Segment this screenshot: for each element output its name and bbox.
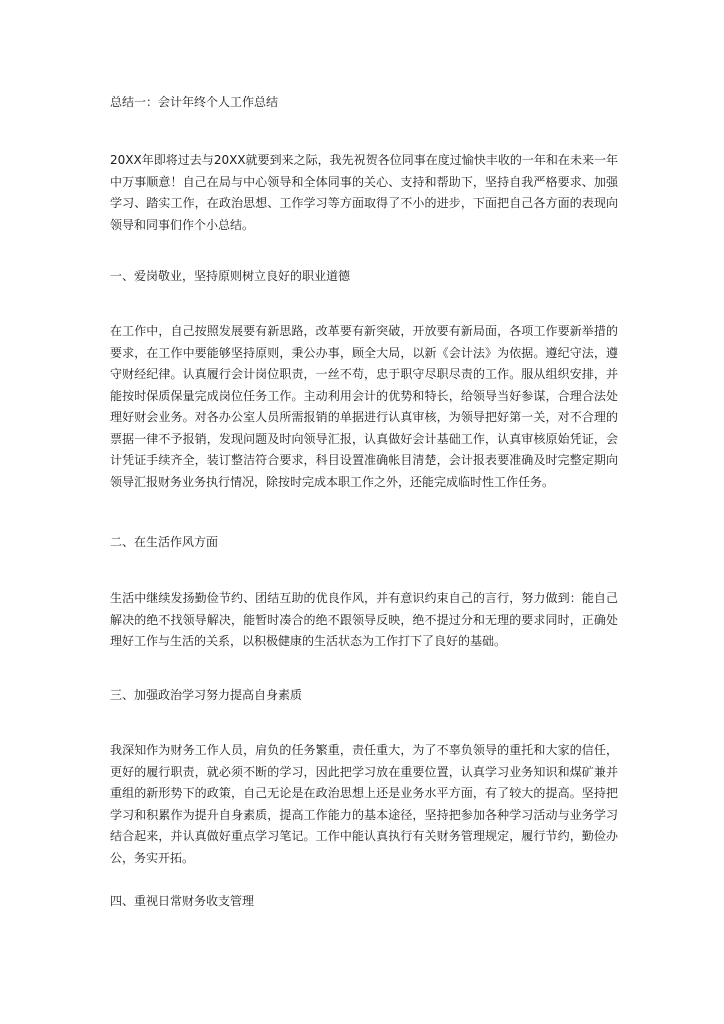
section-body-1: 在工作中，自己按照发展要有新思路，改革要有新突破，开放要有新局面，各项工作要新举措的要求，在工作中要能够坚持原则，秉公办事，顾全大局，以新《会计法》为依据。遵纪守法，遵守财经纪律。认真履行会计岗位职责，一丝不苟，忠于职守尽职尽责的工作。服从组织安排，并能按时保质保量完成岗位任务工作。主动利用会计的优势和特长，给领导当好参谋，合理合法处理好财会业务。对各办公室人员所需报销的单据进行认真审核，为领导把好第一关，对不合理的票据一律不予报销，发现问题及时向领导汇报，认真做好会计基础工作，认真审核原始凭证，会计凭证手续齐全，装订整洁符合要求，科目设置准确帐目清楚，会计报表要准确及时完整定期向领导汇报财务业务执行情况，除按时完成本职工作之外，还能完成临时性工作任务。 [110,324,618,489]
section-heading-1: 一、爱岗敬业，坚持原则树立良好的职业道德 [110,269,351,283]
intro-paragraph: 20XX年即将过去与20XX就要到来之际，我先祝贺各位同事在度过愉快丰收的一年和在未来一年中万事顺意！自己在局与中心领导和全体同事的关心、支持和帮助下，坚持自我严格要求、加强学习、踏实工作，在政治思想、工作学习等方面取得了不小的进步，下面把自己各方面的表现向领导和同事们作个小总结。 [110,153,618,232]
section-body-2: 生活中继续发扬勤俭节约、团结互助的优良作风，并有意识约束自己的言行，努力做到：能自己解决的绝不找领导解决，能暂时凑合的绝不跟领导反映，绝不提过分和无理的要求同时，正确处理好工作与生活的关系，以积极健康的生活状态为工作打下了良好的基础。 [110,591,618,648]
section-body-3: 我深知作为财务工作人员，肩负的任务繁重，责任重大，为了不辜负领导的重托和大家的信任，更好的履行职责，就必须不断的学习，因此把学习放在重要位置，认真学习业务知识和煤矿兼并重组的新形势下的政策，自己无论是在政治思想上还是业务水平方面，有了较大的提高。坚持把学习和积累作为提升自身素质，提高工作能力的基本途径，坚持把参加各种学习活动与业务学习结合起来，并认真做好重点学习笔记。工作中能认真执行有关财务管理规定，履行节约，勤俭办公，务实开拓。 [110,743,618,865]
section-heading-3: 三、加强政治学习努力提高自身素质 [110,688,303,702]
document-title: 总结一：会计年终个人工作总结 [110,95,279,109]
section-heading-2: 二、在生活作风方面 [110,535,219,549]
section-heading-4: 四、重视日常财务收支管理 [110,894,255,908]
